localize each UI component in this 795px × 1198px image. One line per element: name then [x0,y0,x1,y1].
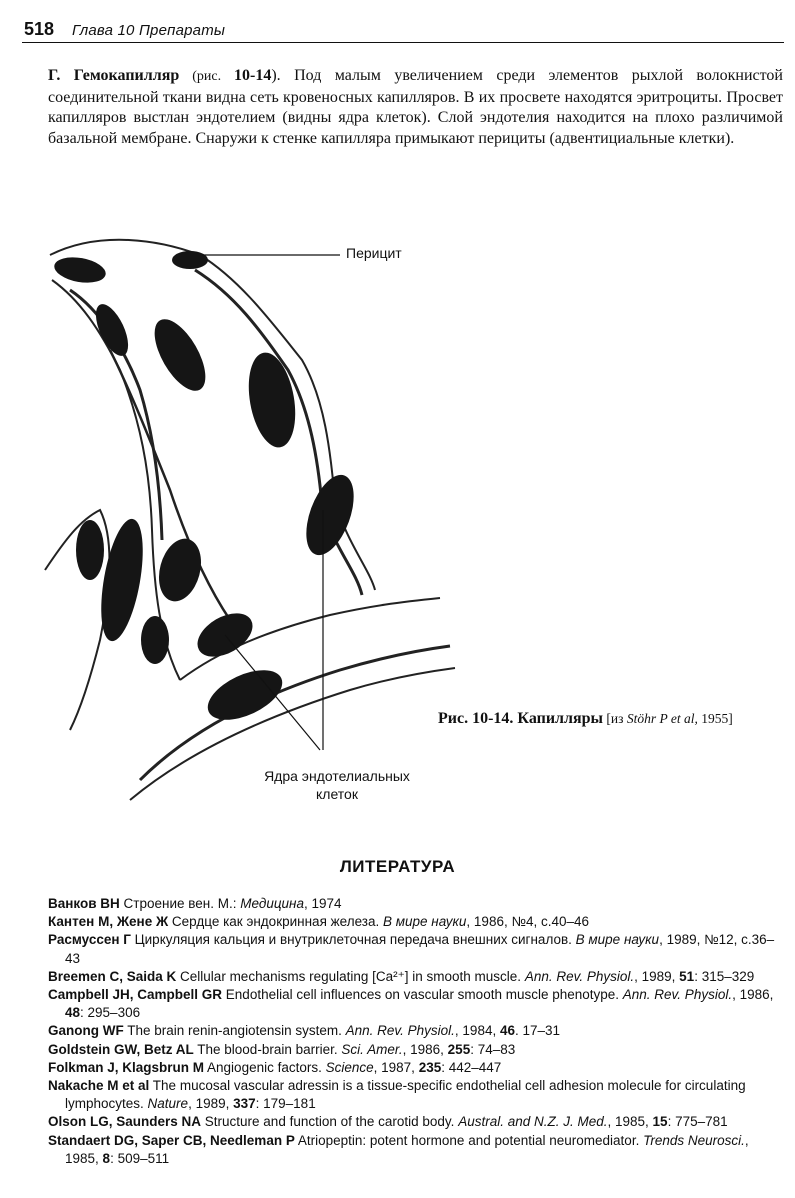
ref-pages: : 179–181 [255,1096,316,1112]
ref-journal: Ann. Rev. Physiol. [524,968,635,984]
ref-journal: Sci. Amer. [341,1041,403,1057]
literature-heading: ЛИТЕРАТУРА [339,857,456,876]
ref-pages: : 74–83 [470,1041,516,1057]
ref-tail: , 1989, [188,1096,234,1112]
ref-pages: : 442–447 [441,1059,502,1075]
ref-title: The brain renin-angiotensin system. [123,1023,346,1039]
capillary-figure [40,210,460,810]
page-number: 518 [24,19,55,39]
ref-journal: Ann. Rev. Physiol. [622,987,733,1003]
ref-title: Angiogenic factors. [204,1059,326,1075]
ref-journal: Медицина [240,896,304,911]
capillary-illustration [40,210,460,810]
ref-authors: Breemen C, Saida K [48,968,177,984]
reference-item [48,968,783,986]
ref-tail: , 1986, №4, с.40–46 [466,914,589,930]
ref-journal: В мире науки [383,914,467,930]
figure-caption [438,710,733,728]
reference-item [48,913,783,931]
figure-ref-number: 10-14 [234,67,272,84]
ref-title: Structure and function of the carotid body. [201,1114,459,1130]
ref-journal: Science [325,1059,374,1075]
ref-volume: 15 [652,1114,668,1130]
label-pericyte: Перицит [346,245,402,261]
reference-item [48,895,783,913]
ref-title: Сердце как эндокринная железа. [168,914,384,930]
reference-list [48,895,783,1168]
ref-title: Atriopeptin: potent hormone and potential neuromediator. [294,1132,644,1148]
paragraph-lead: Г. Гемокапилляр [48,67,180,84]
reference-item [48,1077,783,1113]
ref-pages: : 315–329 [694,968,755,984]
ref-title: Строение вен. М.: [119,896,241,911]
ref-volume: 337 [233,1096,256,1112]
ref-authors: Folkman J, Klagsbrun M [48,1059,205,1075]
ref-journal: В мире науки [575,932,660,948]
reference-item [48,986,783,1022]
ref-tail: , 1986, [402,1041,448,1057]
ref-title: The mucosal vascular adressin is a tissue-specific endothelial cell adhesion molecule for circulating lymphocytes. [65,1078,746,1112]
ref-authors: Campbell JH, Campbell GR [48,987,223,1003]
ref-tail: , 1985, [607,1114,653,1130]
paragraph-body: ). Под малым увеличением среди элементов рыхлой волокнистой соединительной ткани видна сеть кровеносных капилляров. В их просвете находятся эритроциты. Просвет капилляров выстлан эндотелием (видны ядра клеток). Слой эндотелия находится на плохо различимой базальной мембране. Снаружи к стенке капилляра примыкают перициты (адвентициальные клетки). [48,67,783,147]
label-endothelial-nuclei [244,767,430,803]
ref-volume: 255 [447,1041,471,1057]
ref-volume: 48 [65,1005,81,1021]
ref-title: Endothelial cell influences on vascular smooth muscle phenotype. [222,987,623,1003]
running-head [22,16,784,43]
ref-tail: , 1984, [454,1023,500,1039]
reference-item [48,1041,783,1059]
label-nuclei-line1: Ядра эндотелиальных [264,768,410,784]
figure-ref-open: (рис. [179,69,235,84]
ref-tail: , 1989, №12, с.36–43 [65,932,775,966]
ref-authors: Расмуссен Г [48,932,131,948]
ref-journal: Austral. and N.Z. J. Med. [458,1114,608,1130]
reference-item [48,1132,783,1168]
ref-journal: Nature [147,1096,189,1112]
ref-title: The blood-brain barrier. [193,1041,342,1057]
ref-authors: Кантен М, Жене Ж [48,914,169,930]
ref-authors: Standaert DG, Saper CB, Needleman P [48,1132,295,1148]
reference-item [48,1059,783,1077]
ref-authors: Olson LG, Saunders NA [48,1114,202,1130]
ref-authors: Nakache M et al [48,1078,150,1094]
caption-title: Рис. 10-14. Капилляры [438,710,604,727]
chapter-title: Глава 10 Препараты [72,22,226,39]
ref-volume: 8 [102,1150,111,1166]
ref-pages: : 509–511 [110,1150,170,1166]
caption-source-open: [из [603,711,627,726]
caption-source-author: Stöhr P et al, [626,711,698,726]
ref-pages: . 17–31 [515,1023,561,1039]
ref-tail: , 1986, [732,987,774,1003]
caption-source-year: 1955] [697,711,733,726]
ref-title: Циркуляция кальция и внутриклеточная передача внешних сигналов. [130,932,576,948]
ref-authors: Ganong WF [48,1023,124,1039]
ref-tail: , 1974 [304,896,342,911]
ref-tail: , 1987, [373,1059,419,1075]
ref-volume: 235 [418,1059,442,1075]
ref-pages: : 775–781 [667,1114,728,1130]
ref-tail: , 1985, [65,1132,749,1166]
ref-journal: Ann. Rev. Physiol. [345,1023,455,1039]
ref-authors: Goldstein GW, Betz AL [48,1041,194,1057]
ref-volume: 46 [499,1023,515,1039]
reference-item [48,1113,783,1131]
ref-journal: Trends Neurosci. [643,1132,745,1148]
ref-volume: 51 [679,968,695,984]
nuclei [52,251,363,730]
ref-tail: , 1989, [634,968,680,984]
reference-item [48,1022,783,1040]
ref-pages: : 295–306 [80,1005,141,1021]
ref-authors: Ванков ВН [48,896,120,911]
body-paragraph [48,66,783,149]
ref-title: Cellular mechanisms regulating [Ca²⁺] in smooth muscle. [176,968,525,984]
reference-item [48,931,783,967]
label-nuclei-line2: клеток [316,786,358,802]
